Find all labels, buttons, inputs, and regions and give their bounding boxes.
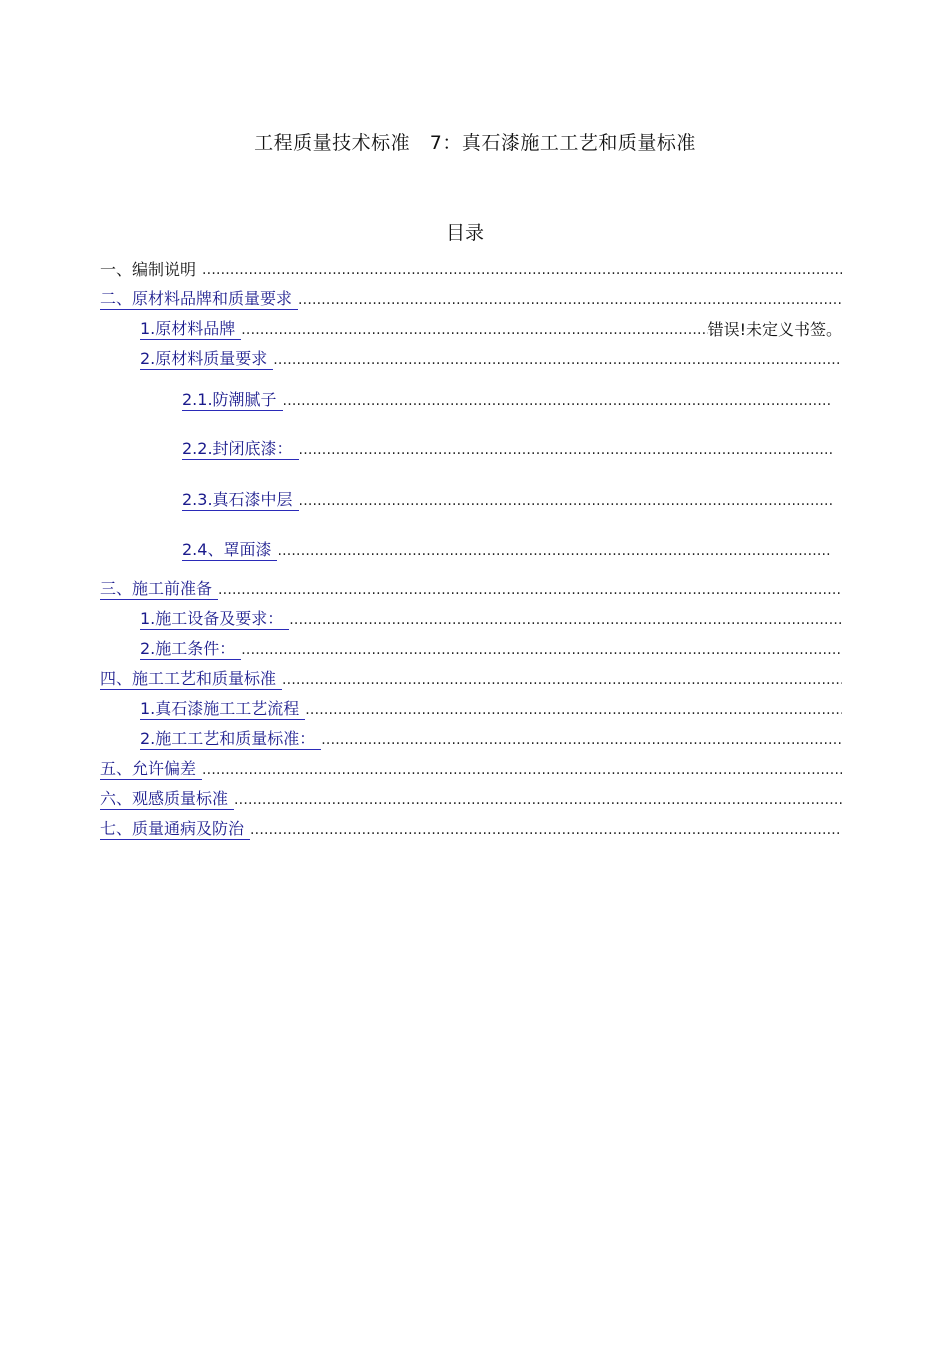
toc-entry-preparation-notes <box>100 258 842 280</box>
toc-entry-process-quality-criteria[interactable] <box>140 728 842 750</box>
toc-heading: 目录 <box>445 222 484 244</box>
toc-dot-leader <box>202 260 842 280</box>
toc-entry-pre-construction[interactable] <box>100 578 842 600</box>
toc-entry-link[interactable]: 六、观感质量标准 <box>100 789 234 810</box>
toc-dot-leader <box>282 670 842 690</box>
toc-dot-leader <box>218 580 842 600</box>
toc-entry-link[interactable]: 2.3.真石漆中层 <box>182 490 299 511</box>
toc-dot-leader <box>298 290 842 310</box>
toc-entry-link[interactable]: 2.2.封闭底漆： <box>182 439 299 460</box>
toc-entry-link[interactable]: 2.施工工艺和质量标准： <box>140 729 321 750</box>
document-title: 工程质量技术标准 7：真石漆施工工艺和质量标准 <box>254 132 696 154</box>
toc-entry-link[interactable]: 2.4、罩面漆 <box>182 540 277 561</box>
toc-dot-leader <box>273 350 842 370</box>
toc-dot-leader <box>277 541 832 561</box>
toc-entry-link[interactable]: 2.1.防潮腻子 <box>182 390 283 411</box>
toc-entry-link[interactable]: 五、允许偏差 <box>100 759 202 780</box>
toc-entry-tolerances[interactable] <box>100 758 842 780</box>
toc-dot-leader <box>289 610 842 630</box>
toc-entry-label: 一、编制说明 <box>100 260 197 279</box>
toc-entry-moisture-putty[interactable] <box>182 389 832 411</box>
toc-entry-link[interactable]: 二、原材料品牌和质量要求 <box>100 289 298 310</box>
toc-entry-process-quality-standard[interactable] <box>100 668 842 690</box>
toc-entry-link[interactable]: 三、施工前准备 <box>100 579 218 600</box>
toc-dot-leader <box>283 391 832 411</box>
toc-entry-material-quality[interactable] <box>140 348 842 370</box>
toc-dot-leader <box>234 790 842 810</box>
toc-dot-leader <box>241 640 842 660</box>
toc-dot-leader <box>299 440 832 460</box>
toc-entry-material-brand[interactable] <box>140 318 842 340</box>
toc-entry-stone-paint-middle-layer[interactable] <box>182 489 832 511</box>
toc-entry-materials-brand-quality[interactable] <box>100 288 842 310</box>
toc-entry-process-flow[interactable] <box>140 698 842 720</box>
toc-entry-common-defects[interactable] <box>100 818 842 840</box>
toc-entry-sealing-primer[interactable] <box>182 438 832 460</box>
toc-dot-leader <box>305 700 842 720</box>
toc-dot-leader <box>321 730 842 750</box>
toc-dot-leader <box>299 491 832 511</box>
toc-entry-equipment-requirements[interactable] <box>140 608 842 630</box>
toc-entry-link[interactable]: 1.原材料品牌 <box>140 319 241 340</box>
toc-entry-visual-quality[interactable] <box>100 788 842 810</box>
toc-dot-leader <box>241 320 707 340</box>
toc-dot-leader <box>202 760 842 780</box>
toc-dot-leader <box>250 820 842 840</box>
toc-entry-construction-conditions[interactable] <box>140 638 842 660</box>
toc-entry-link[interactable]: 1.真石漆施工工艺流程 <box>140 699 305 720</box>
toc-entry-link[interactable]: 2.原材料质量要求 <box>140 349 273 370</box>
toc-entry-top-coat[interactable] <box>182 539 832 561</box>
toc-entry-link[interactable]: 2.施工条件： <box>140 639 241 660</box>
toc-entry-link[interactable]: 1.施工设备及要求： <box>140 609 289 630</box>
toc-entry-link[interactable]: 七、质量通病及防治 <box>100 819 250 840</box>
toc-entry-link[interactable]: 四、施工工艺和质量标准 <box>100 669 282 690</box>
toc-page-ref: 错误!未定义书签。 <box>707 320 842 339</box>
